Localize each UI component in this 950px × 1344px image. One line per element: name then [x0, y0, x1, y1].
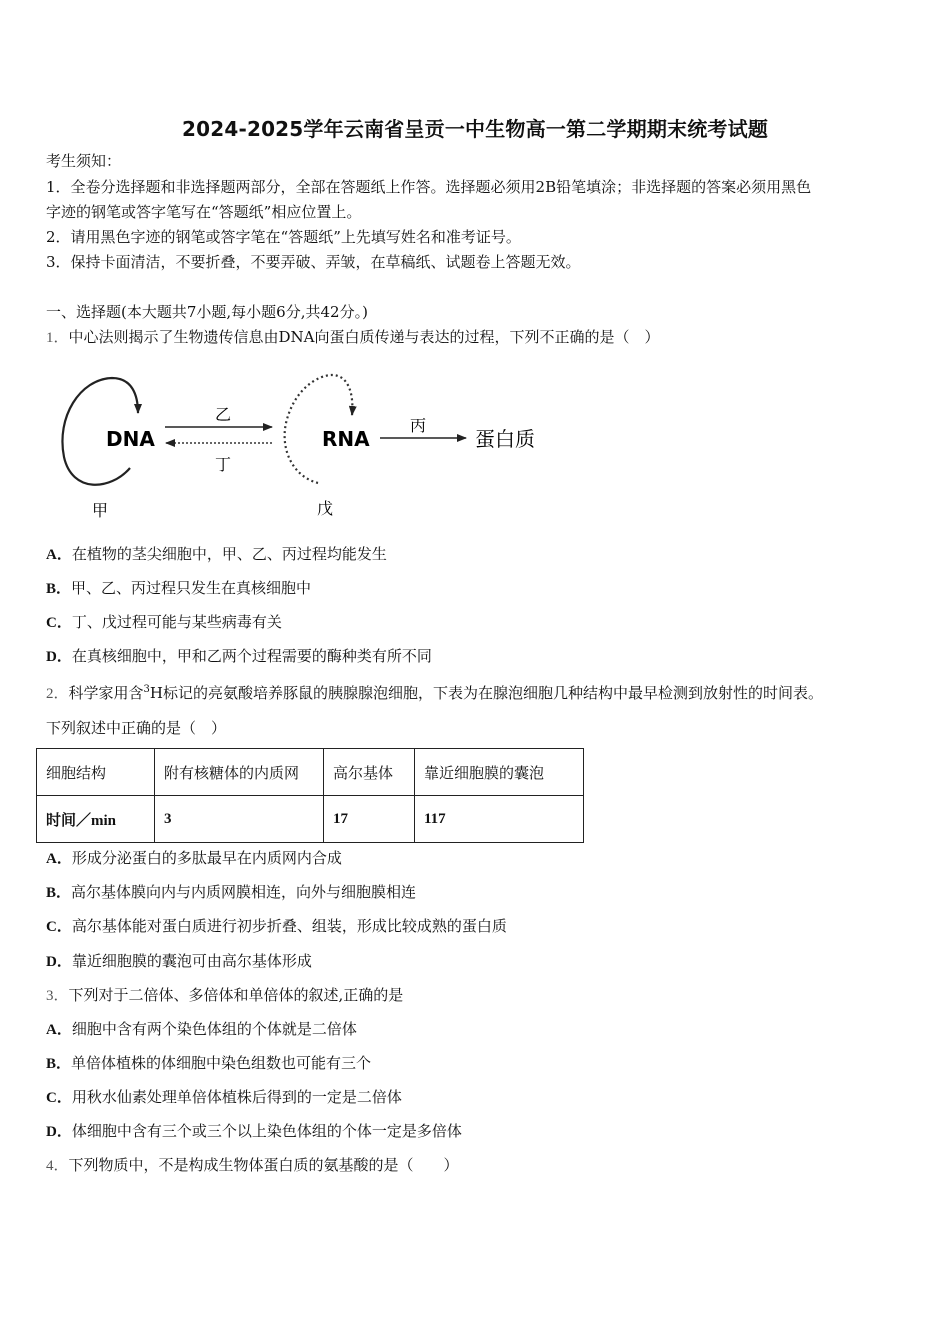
question-2-stem: 2．科学家用含$^3$H标记的亮氨酸培养豚鼠的胰腺腺泡细胞，下表为在腺泡细胞几种结构中最早检测到放射性的时间表。 — [46, 684, 823, 702]
process-ding-label: 丁 — [215, 455, 232, 474]
timing-table — [36, 748, 584, 843]
q2-option-d: D．靠近细胞膜的囊泡可由高尔基体形成 — [46, 952, 312, 970]
table-cell: 17 — [324, 796, 415, 843]
question-1-text: 中心法则揭示了生物遗传信息由DNA向蛋白质传递与表达的过程，下列不正确的是（ ） — [68, 328, 660, 346]
process-wu-label: 戊 — [317, 499, 334, 518]
notice-line-2: 2．请用黑色字迹的钢笔或答字笔在“答题纸”上先填写姓名和准考证号。 — [46, 228, 521, 246]
table-row — [37, 796, 584, 843]
protein-label: 蛋白质 — [475, 427, 535, 451]
table-cell: 117 — [415, 796, 584, 843]
q3-option-b: B．单倍体植株的体细胞中染色组数也可能有三个 — [46, 1054, 372, 1072]
q2-option-a: A．形成分泌蛋白的多肽最早在内质网内合成 — [46, 849, 342, 867]
table-cell: 时间／min — [37, 796, 155, 843]
process-jia-label: 甲 — [92, 501, 109, 520]
page-title: 2024-2025学年云南省呈贡一中生物高一第二学期期末统考试题 — [181, 117, 769, 141]
table-header-cell: 细胞结构 — [37, 749, 155, 796]
table-cell: 3 — [155, 796, 324, 843]
central-dogma-diagram — [50, 365, 570, 530]
q3-option-c: C．用秋水仙素处理单倍体植株后得到的一定是二倍体 — [46, 1088, 402, 1106]
notice-heading: 考生须知： — [46, 152, 122, 170]
question-1-number: 1． — [46, 330, 69, 346]
rna-label: RNA — [322, 427, 370, 451]
question-4-stem: 4．下列物质中，不是构成生物体蛋白质的氨基酸的是（ ） — [46, 1156, 459, 1174]
q2-option-b: B．高尔基体膜向内与内质网膜相连，向外与细胞膜相连 — [46, 883, 417, 901]
process-bing-label: 丙 — [410, 416, 427, 435]
q3-option-d: D．体细胞中含有三个或三个以上染色体组的个体一定是多倍体 — [46, 1122, 462, 1140]
process-yi-label: 乙 — [215, 405, 232, 424]
dna-label: DNA — [106, 427, 155, 451]
question-2-stem-line-2: 下列叙述中正确的是（ ） — [46, 719, 227, 737]
q3-option-a: A．细胞中含有两个染色体组的个体就是二倍体 — [46, 1020, 357, 1038]
table-header-cell: 高尔基体 — [324, 749, 415, 796]
table-header-cell: 靠近细胞膜的囊泡 — [415, 749, 584, 796]
table-header-cell: 附有核糖体的内质网 — [155, 749, 324, 796]
question-3-stem: 3．下列对于二倍体、多倍体和单倍体的叙述,正确的是 — [46, 986, 404, 1004]
question-4-number: 4． — [46, 1158, 69, 1174]
q1-option-b: B．甲、乙、丙过程只发生在真核细胞中 — [46, 579, 312, 597]
q1-option-d: D．在真核细胞中，甲和乙两个过程需要的酶种类有所不同 — [46, 647, 432, 665]
q1-option-a: A．在植物的茎尖细胞中，甲、乙、丙过程均能发生 — [46, 545, 387, 563]
question-1-stem — [46, 327, 660, 348]
q2-option-c: C．高尔基体能对蛋白质进行初步折叠、组装，形成比较成熟的蛋白质 — [46, 917, 507, 935]
table-header-row — [37, 749, 584, 796]
section-heading: 一、选择题(本大题共7小题,每小题6分,共42分。) — [46, 303, 368, 321]
notice-line-3: 3．保持卡面清洁，不要折叠，不要弄破、弄皱，在草稿纸、试题卷上答题无效。 — [46, 253, 581, 271]
question-2-number: 2． — [46, 686, 69, 702]
q1-option-c: C．丁、戊过程可能与某些病毒有关 — [46, 613, 282, 631]
notice-line-1a: 1．全卷分选择题和非选择题两部分，全部在答题纸上作答。选择题必须用2B铅笔填涂；非选择题的答案必须用黑色 — [46, 178, 812, 196]
notice-line-1b: 字迹的钢笔或答字笔写在“答题纸”相应位置上。 — [46, 203, 362, 221]
question-3-number: 3． — [46, 988, 69, 1004]
